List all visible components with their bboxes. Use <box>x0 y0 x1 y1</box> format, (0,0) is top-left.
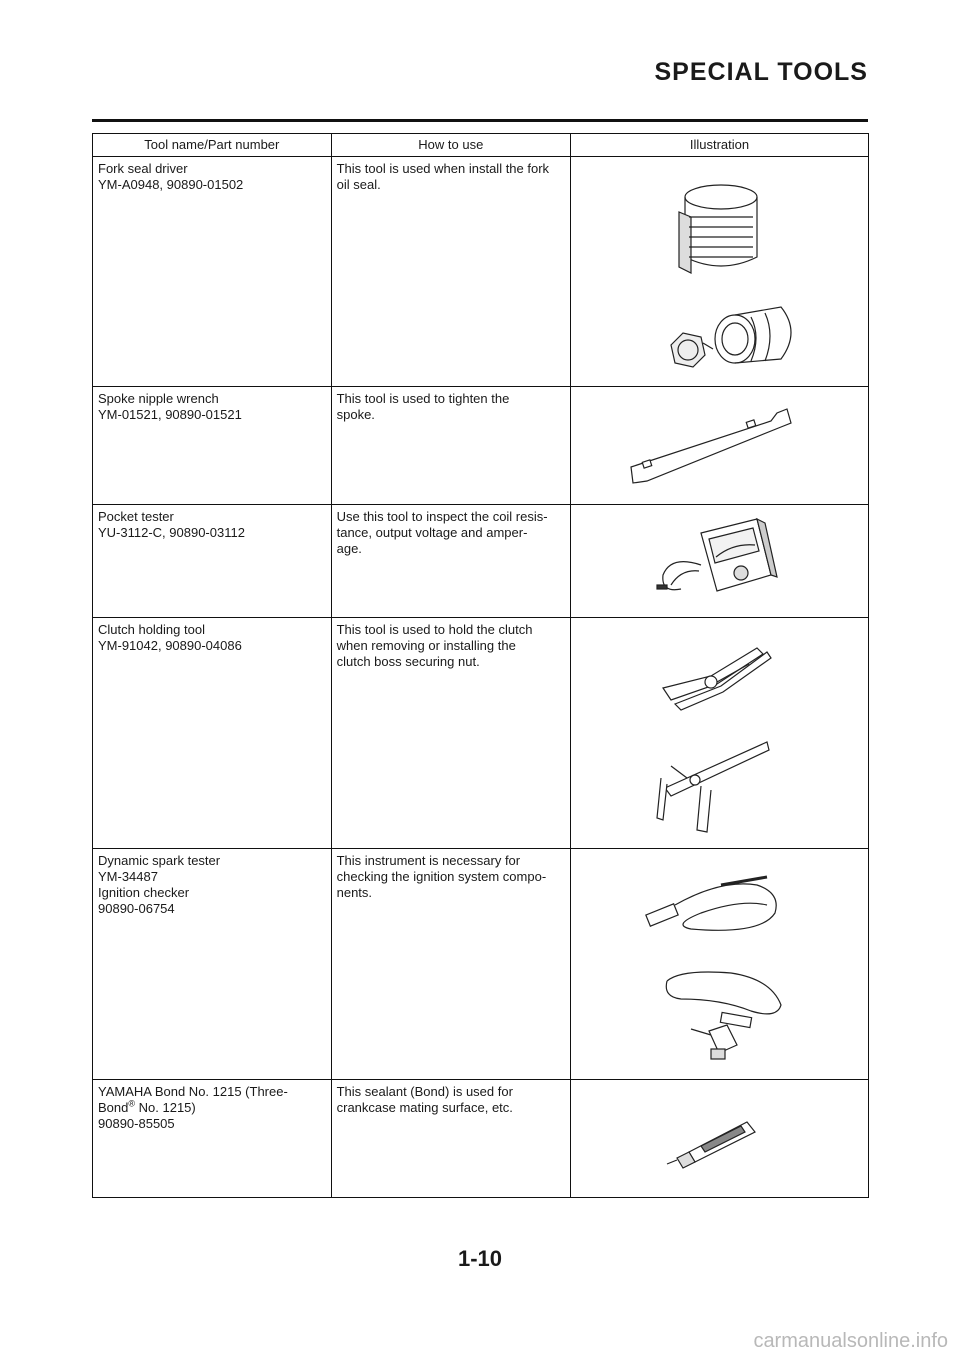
spark-tester-icon <box>571 849 867 1078</box>
fork-seal-driver-icon <box>571 157 867 385</box>
column-header-name: Tool name/Part number <box>93 134 332 157</box>
part-number: YM-34487 <box>98 869 158 884</box>
tool-name: Ignition checker <box>98 885 190 900</box>
tool-name-cell <box>93 505 332 618</box>
tool-name-part: Bond <box>98 1100 129 1115</box>
usage-cell <box>331 1080 570 1198</box>
usage-cell <box>331 387 570 505</box>
table-row <box>93 157 869 387</box>
tool-name: Fork seal driver <box>98 161 188 176</box>
table-row <box>93 849 869 1080</box>
part-number: YM-A0948, 90890-01502 <box>98 177 244 192</box>
illustration-cell <box>571 849 869 1080</box>
usage-text: This sealant (Bond) is used for <box>336 1084 513 1099</box>
usage-cell <box>331 505 570 618</box>
watermark: carmanualsonline.info <box>753 1330 948 1352</box>
usage-text: spoke. <box>336 407 375 422</box>
part-number: 90890-06754 <box>98 901 175 916</box>
table-row <box>93 618 869 849</box>
usage-text: This tool is used when install the fork <box>336 161 550 176</box>
table-row <box>93 1080 869 1198</box>
header-rule <box>92 119 868 122</box>
table-header-row <box>93 134 869 157</box>
tool-name <box>98 1100 326 1116</box>
usage-text: checking the ignition system compo- <box>336 869 547 884</box>
tool-name-cell <box>93 618 332 849</box>
usage-cell <box>331 849 570 1080</box>
usage-text: when removing or installing the <box>336 638 516 653</box>
tool-name-cell <box>93 157 332 387</box>
illustration-cell <box>571 505 869 618</box>
illustration-cell <box>571 157 869 387</box>
usage-text: This tool is used to hold the clutch <box>336 622 533 637</box>
spoke-nipple-wrench-icon <box>571 387 867 503</box>
tool-name: Spoke nipple wrench <box>98 391 219 406</box>
page-title: SPECIAL TOOLS <box>654 58 868 86</box>
part-number: 90890-85505 <box>98 1116 175 1131</box>
usage-text: crankcase mating surface, etc. <box>336 1100 513 1115</box>
special-tools-table <box>92 133 869 1198</box>
tool-name-cell <box>93 387 332 505</box>
illustration-cell <box>571 387 869 505</box>
tool-name-part: No. 1215) <box>138 1100 196 1115</box>
illustration-cell <box>571 1080 869 1198</box>
tool-name: YAMAHA Bond No. 1215 (Three- <box>98 1084 288 1099</box>
usage-text: oil seal. <box>336 177 381 192</box>
part-number: YM-91042, 90890-04086 <box>98 638 242 653</box>
pocket-tester-icon <box>571 505 867 616</box>
tool-name-cell <box>93 1080 332 1198</box>
usage-text: Use this tool to inspect the coil resis- <box>336 509 548 524</box>
usage-cell <box>331 618 570 849</box>
page-number: 1-10 <box>457 1246 503 1271</box>
table-row <box>93 505 869 618</box>
usage-text: nents. <box>336 885 373 900</box>
usage-text: This instrument is necessary for <box>336 853 521 868</box>
tool-name: Dynamic spark tester <box>98 853 221 868</box>
registered-mark: ® <box>128 1098 136 1109</box>
tool-name-cell <box>93 849 332 1080</box>
usage-cell <box>331 157 570 387</box>
column-header-illustration: Illustration <box>571 134 869 157</box>
part-number: YU-3112-C, 90890-03112 <box>98 525 245 540</box>
column-header-use: How to use <box>331 134 570 157</box>
tool-name: Clutch holding tool <box>98 622 205 637</box>
tool-name: Pocket tester <box>98 509 174 524</box>
usage-text: tance, output voltage and amper- <box>336 525 528 540</box>
usage-text: age. <box>336 541 362 556</box>
usage-text: This tool is used to tighten the <box>336 391 510 406</box>
sealant-tube-icon <box>571 1080 867 1196</box>
table-row <box>93 387 869 505</box>
part-number: YM-01521, 90890-01521 <box>98 407 242 422</box>
clutch-holding-tool-icon <box>571 618 867 847</box>
usage-text: clutch boss securing nut. <box>336 654 480 669</box>
illustration-cell <box>571 618 869 849</box>
